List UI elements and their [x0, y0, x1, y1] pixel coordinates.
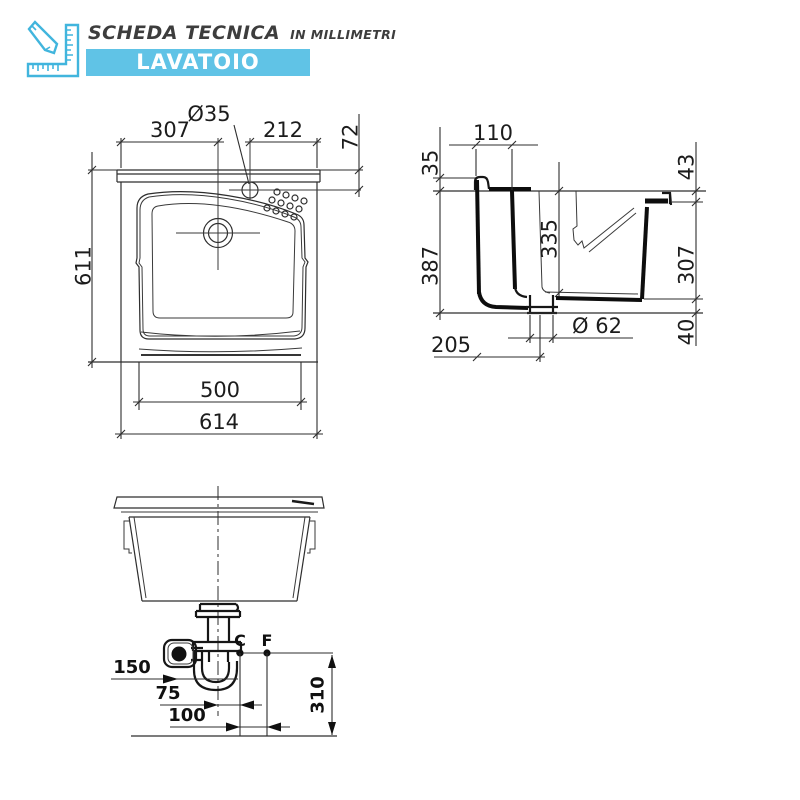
dim-35-label: 35: [418, 149, 443, 177]
dim-110-label: 110: [472, 121, 514, 145]
dim-310-label: 310: [307, 676, 329, 714]
front-view: [71, 102, 363, 439]
trap-u-inner: [202, 652, 229, 682]
back-wall-outer: [477, 180, 479, 294]
washboard-line: [589, 213, 636, 252]
sheet-subtitle: IN MILLIMETRI: [290, 27, 397, 42]
dim-387-label: 387: [418, 245, 443, 287]
product-banner: LAVATOIO: [86, 49, 310, 76]
dim-335-label: 335: [537, 218, 562, 260]
dim-500-label: 500: [199, 378, 241, 402]
dim-307-label: 307: [149, 118, 191, 142]
dim-611-label: 611: [71, 245, 96, 287]
front-body-sides: [121, 182, 317, 362]
basin-floor-curve-2: [139, 348, 302, 352]
point-f-label: F: [261, 631, 273, 650]
basin-outline-inner: [139, 195, 305, 336]
section-view: [418, 121, 706, 362]
d35-leader-line: [234, 125, 249, 184]
dim-307s-label: 307: [674, 244, 699, 286]
dim-72-label: 72: [338, 123, 363, 151]
front-wall-cut: [642, 207, 647, 299]
dim-43-label: 43: [674, 153, 699, 181]
side-body-outline: [129, 517, 310, 601]
basin-interior: [152, 204, 295, 318]
dim-75-label: 75: [155, 683, 181, 704]
dim-40-label: 40: [674, 318, 699, 346]
sheet-title: SCHEDA TECNICA: [88, 22, 281, 44]
basin-floor-cut: [556, 298, 642, 300]
dim-d35-label: Ø35: [187, 102, 231, 126]
basin-floor-curve-1: [141, 331, 300, 336]
dim-205-label: 205: [430, 333, 472, 357]
drain-boss: [526, 295, 558, 313]
point-c-label: C: [234, 631, 246, 650]
wall-outlet-hole: [172, 647, 187, 662]
side-body-inner-walls: [134, 517, 305, 598]
dim-212-label: 212: [262, 118, 304, 142]
bottom-side-view: [111, 486, 337, 736]
dim-614-label: 614: [198, 410, 240, 434]
trap-u-outer: [194, 652, 237, 690]
dim-150-label: 150: [113, 657, 151, 678]
back-wall-inner: [512, 191, 515, 289]
dim-d62-label: Ø 62: [572, 314, 622, 338]
side-rim-slab: [114, 497, 324, 508]
rim-shade-mark: [292, 501, 314, 504]
dim-100-label: 100: [168, 705, 206, 726]
